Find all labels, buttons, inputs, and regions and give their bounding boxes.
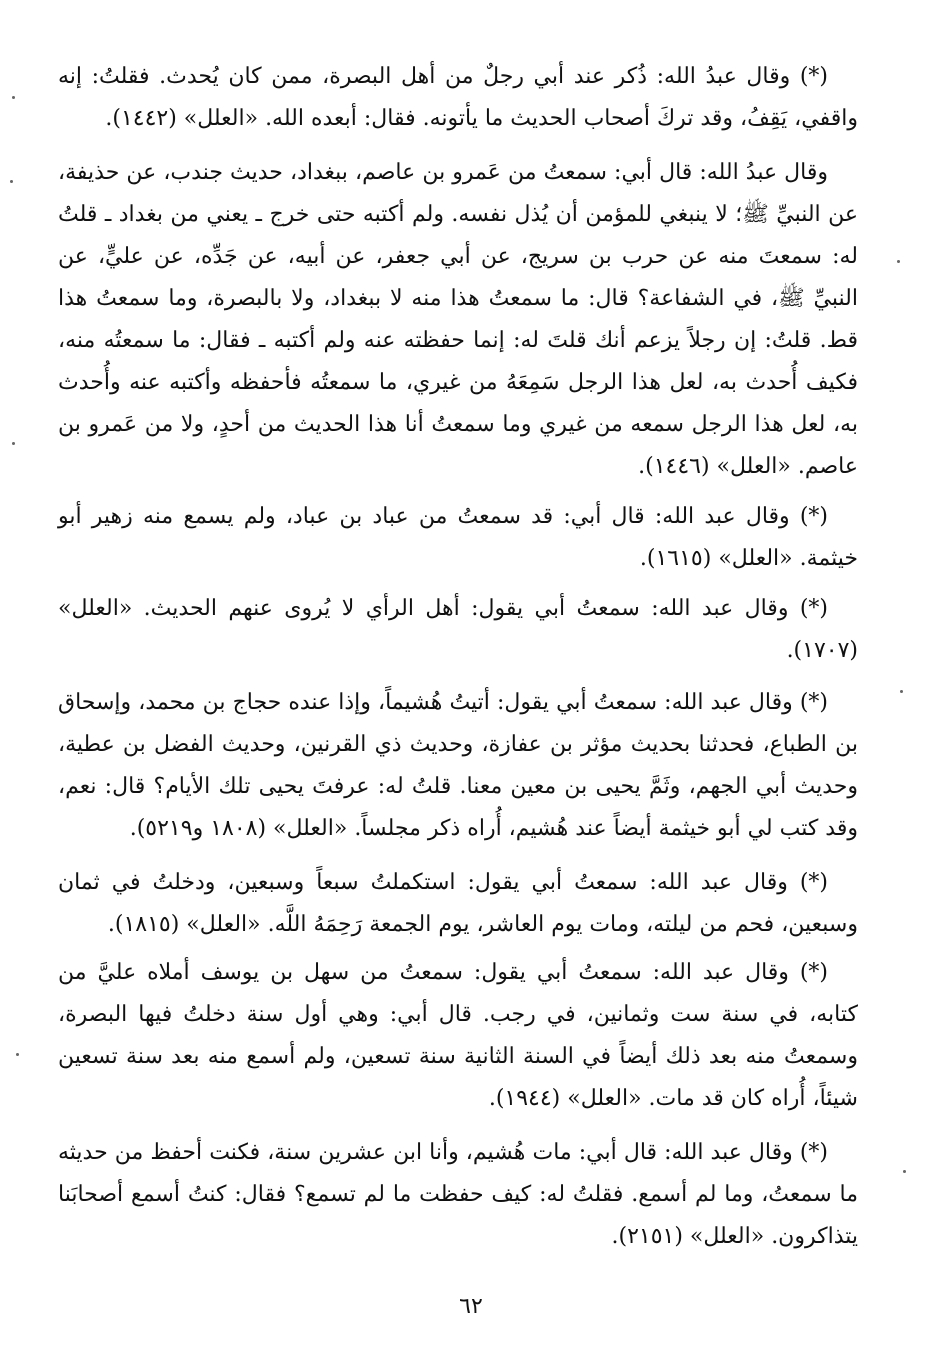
scan-speck: [12, 442, 15, 445]
paragraph: وقال عبدُ الله: قال أبي: سمعتُ من عَمرو بن عاصم، ببغداد، حديث جندب، عن حذيفة، عن النبيِّ ﷺ؛ لا ينبغي للمؤمن أن يُذل نفسه. ولم أكتبه حتى خرج ـ يعني من بغداد ـ قلتُ له: سمعتَ منه عن حرب بن سريج، عن أبي جعفر، عن أبيه، عن جَدِّه، عن عليٍّ، عن النبيِّ ﷺ، في الشفاعة؟ قال: ما سمعتُ هذا منه لا ببغداد، ولا بالبصرة، وما سمعتُ هذا قط. قلتُ: إن رجلاً يزعم أنك قلتَ له: إنما حفظته عنه ولم أكتبه ـ فقال: ما سمعتُه منه، فكيف أُحدث به، لعل هذا الرجل سَمِعَهُ من غيري، ما سمعتُه فأحفظه وأكتبه عنه وأُحدث به، لعل هذا الرجل سمعه من غيري وما سمعتُ أنا هذا الحديث من أحدٍ، ولا من عَمرو بن عاصم. «العلل» (١٤٤٦).: [58, 160, 859, 479]
scan-speck: [897, 260, 900, 263]
scan-speck: [900, 690, 903, 693]
paragraph: (*) وقال عبدُ الله: ذُكر عند أبي رجلٌ من أهل البصرة، ممن كان يُحدث. فقلتُ: إنه واقفي، يَقِفُ، وقد تركَ أصحاب الحديث ما يأتونه. فقال: أبعده الله. «العلل» (١٤٤٢).: [58, 64, 858, 131]
paragraph: (*) وقال عبد الله: سمعتُ أبي يقول: أتيتُ هُشيماً، وإذا عنده حجاج بن محمد، وإسحاق بن الطباع، فحدثنا بحديث مؤثر بن عفازة، وحديث ذي القرنين، وحديث الفضل بن عطية، وحديث أبي الجهم، وثَمَّ يحيى بن معين معنا. قلتُ له: عرفتَ يحيى تلك الأيام؟ قال: نعم، وقد كتب لي أبو خيثمة أيضاً عند هُشيم، أُراه ذكر مجلساً. «العلل» (١٨٠٨ و٥٢١٩).: [58, 690, 858, 841]
page-body: [58, 56, 858, 1270]
paragraph: (*) وقال عبد الله: قال أبي: قد سمعتُ من عباد بن عباد، ولم يسمع منه زهير أبو خيثمة. «العلل» (١٦١٥).: [58, 504, 858, 571]
page-number: ٦٢: [459, 1294, 483, 1319]
scan-speck: [16, 1053, 19, 1056]
scan-speck: [903, 1170, 906, 1173]
paragraph: (*) وقال عبد الله: سمعتُ أبي يقول: أهل الرأي لا يُروى عنهم الحديث. «العلل» (١٧٠٧).: [58, 596, 858, 663]
paragraph: (*) وقال عبد الله: قال أبي: مات هُشيم، وأنا ابن عشرين سنة، فكنت أحفظ من حديثه ما سمعتُ، وما لم أسمع. فقلتُ له: كيف حفظت ما لم تسمع؟ فقال: كنتُ أسمع أصحابَنا يتذاكرون. «العلل» (٢١٥١).: [58, 1140, 858, 1249]
paragraph: (*) وقال عبد الله: سمعتُ أبي يقول: استكملتُ سبعاً وسبعين، ودخلتُ في ثمان وسبعين، فحم من ليلته، ومات يوم العاشر، يوم الجمعة رَحِمَهُ اللَّه. «العلل» (١٨١٥).: [58, 870, 858, 937]
paragraph: (*) وقال عبد الله: سمعتُ أبي يقول: سمعتُ من سهل بن يوسف أملاه عليَّ من كتابه، في سنة ست وثمانين، في رجب. قال أبي: وهي أول سنة دخلتُ فيها البصرة، وسمعتُ منه بعد ذلك أيضاً في السنة الثانية سنة تسعين، ولم أسمع منه بعد سنة تسعين شيئاً، أُراه كان قد مات. «العلل» (١٩٤٤).: [58, 960, 858, 1111]
scan-speck: [12, 96, 15, 99]
scan-speck: [10, 180, 13, 183]
